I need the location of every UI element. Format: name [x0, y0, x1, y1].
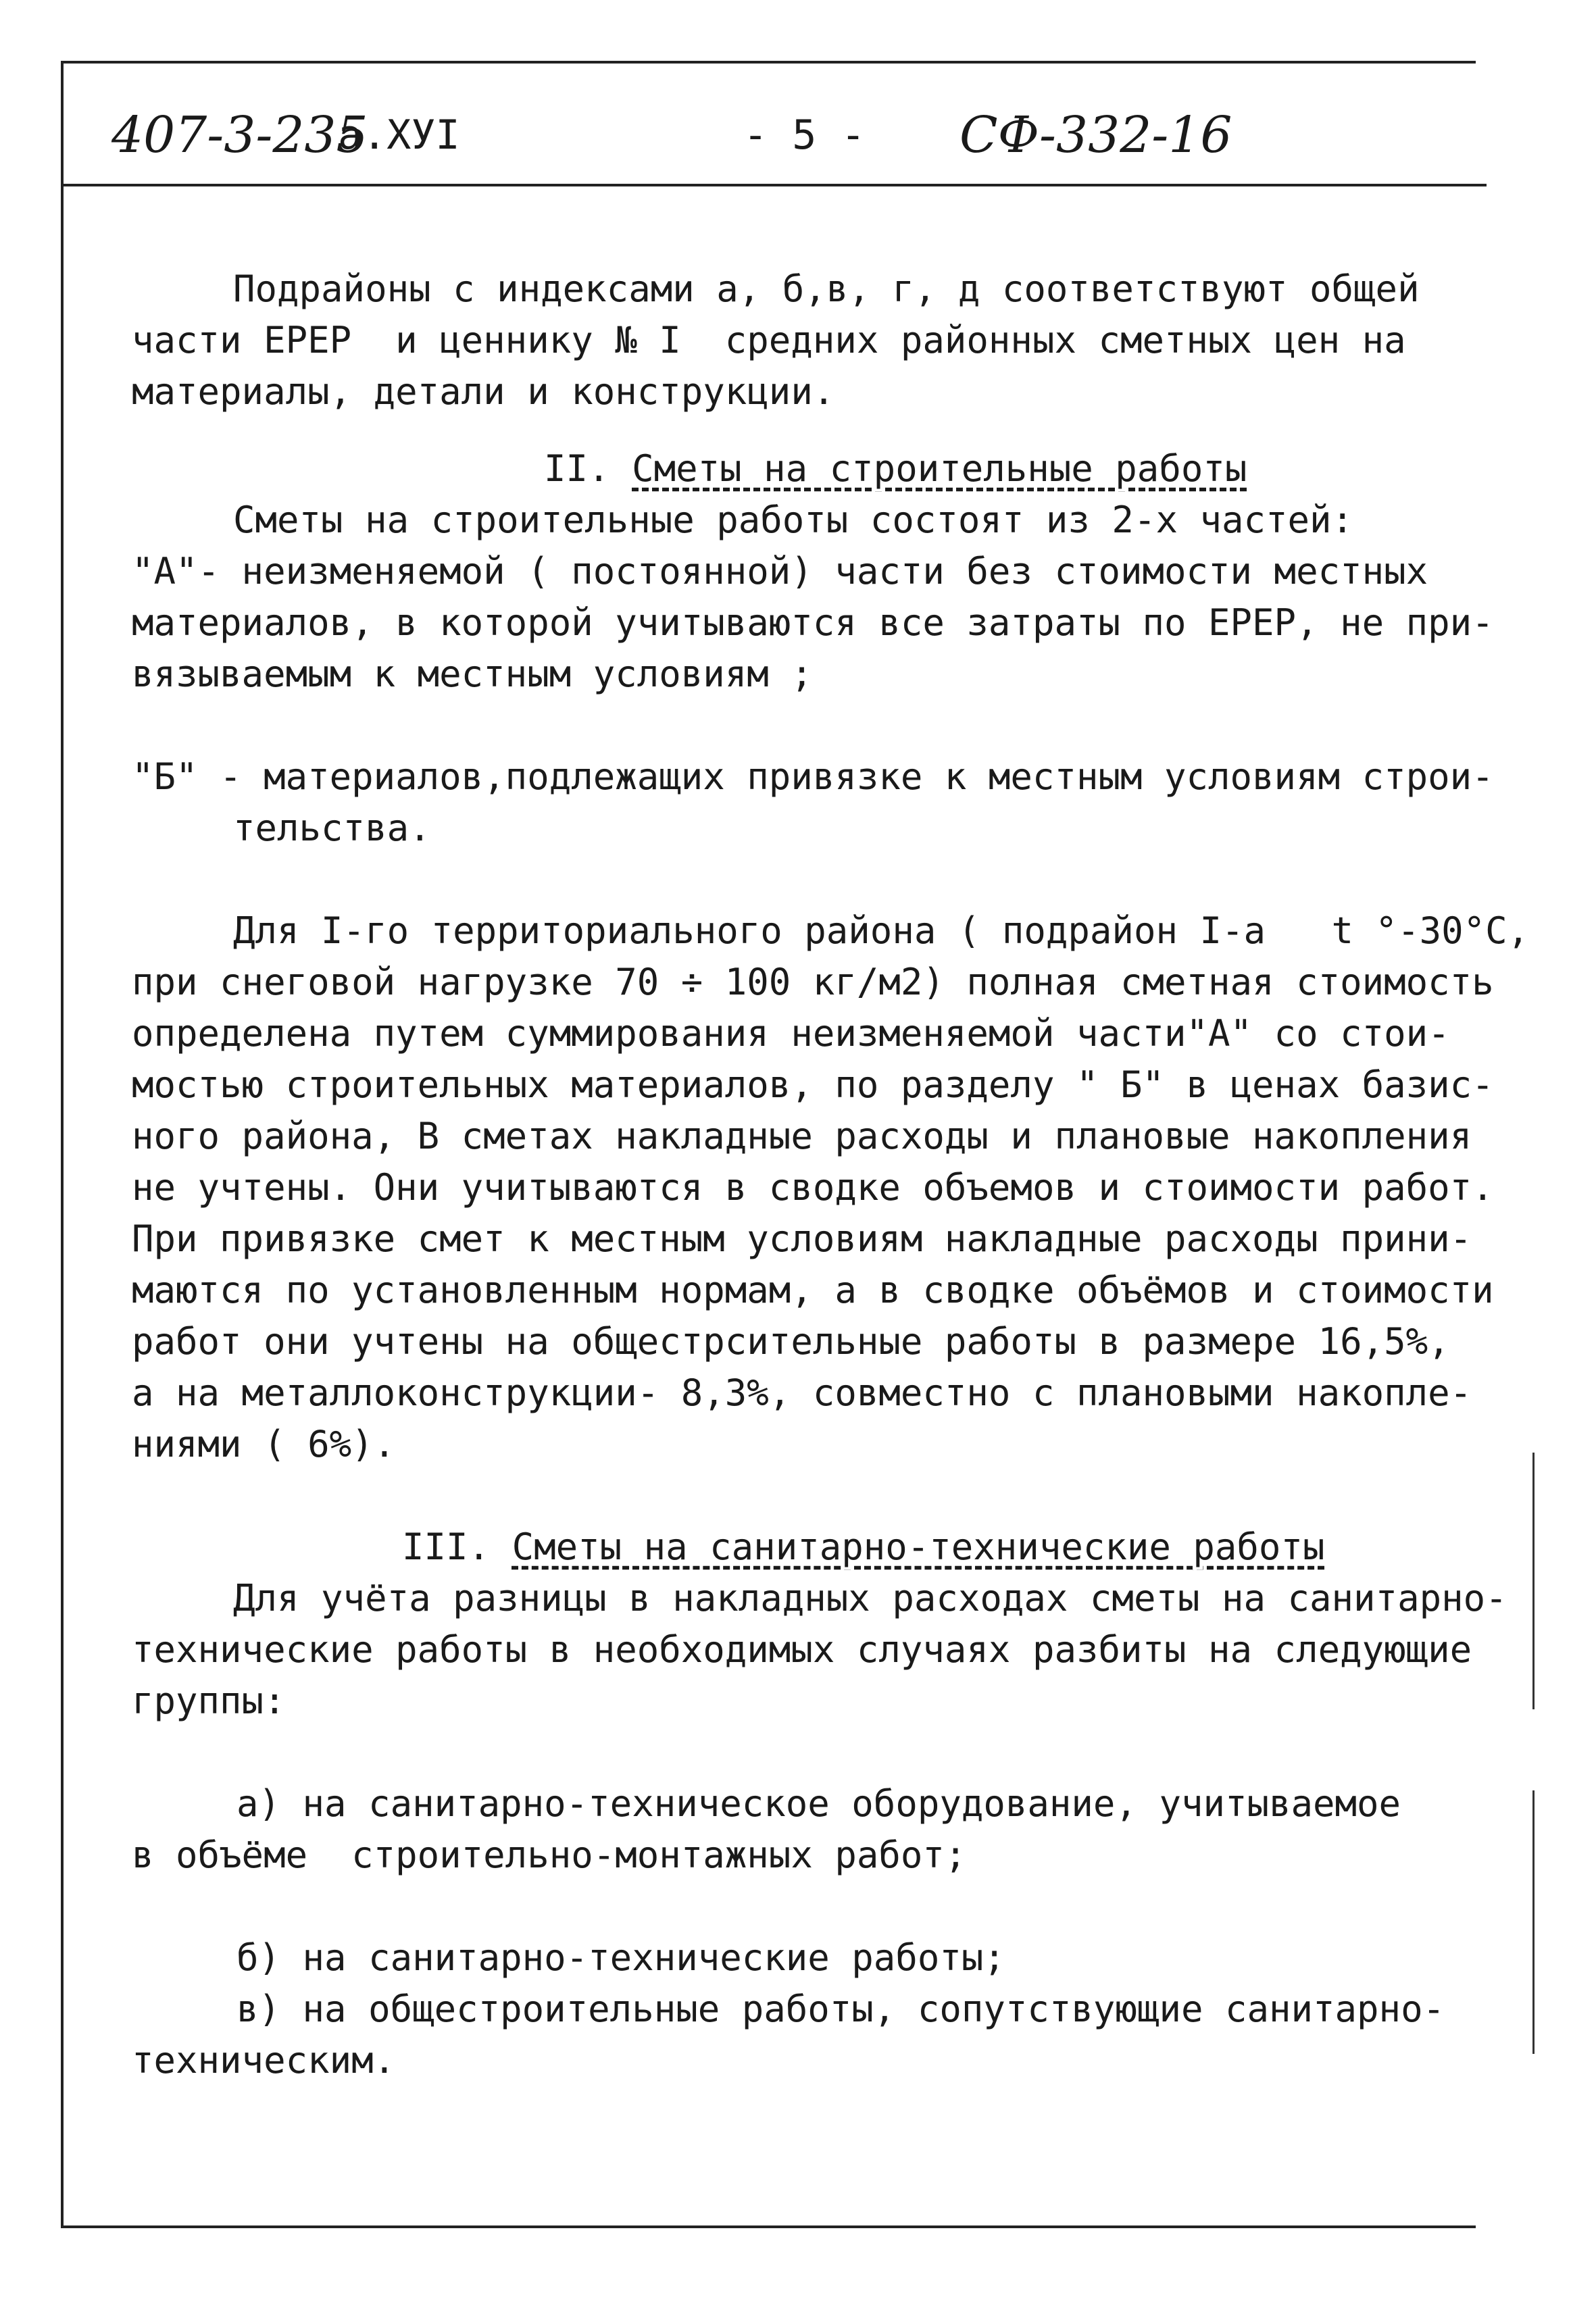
text-line: работ они учтены на общестрсительные работы в размере 16,5%,	[132, 1320, 1450, 1363]
text-line: тельства.	[233, 807, 431, 849]
text-line: При привязке смет к местным условиям накладные расходы прини-	[132, 1217, 1472, 1260]
paragraph-part-b	[132, 751, 1494, 854]
album-number: а.ХУI	[338, 111, 460, 159]
project-code: 407-3-235	[111, 106, 368, 164]
document-body	[132, 263, 1530, 2086]
section-heading-construction	[132, 443, 1476, 495]
text-line: Сметы на строительные работы состоят из 2-х частей:	[233, 499, 1354, 541]
text-line: Для I-го территориального района ( подрайон I-а t °-30°С,	[233, 909, 1530, 952]
section-number: II.	[544, 447, 610, 490]
text-line: ного района, В сметах накладные расходы и плановые накопления	[132, 1115, 1472, 1157]
section-number: III.	[402, 1526, 491, 1568]
text-line: группы:	[132, 1680, 286, 1722]
text-line: в) на общестроительные работы, сопутствующие санитарно-	[236, 1988, 1445, 2030]
text-line: маются по установленным нормам, а в сводке объёмов и стоимости	[132, 1269, 1494, 1311]
margin-mark	[1532, 1790, 1535, 2054]
sheet-code: СФ-332-16	[959, 106, 1232, 164]
text-line: вязываемым к местным условиям ;	[132, 653, 813, 695]
text-line: определена путем суммирования неизменяемой части"А" со стои-	[132, 1012, 1450, 1055]
text-line: б) на санитарно-технические работы;	[236, 1936, 1005, 1979]
text-line: технические работы в необходимых случаях разбиты на следующие	[132, 1628, 1472, 1671]
text-line: части ЕРЕР и ценнику № I средних районных сметных цен на	[132, 319, 1406, 361]
text-line: Подрайоны с индексами а, б,в, г, д соответствуют общей	[233, 268, 1420, 310]
margin-mark	[1532, 1453, 1535, 1709]
header-rule	[61, 184, 1487, 186]
paragraph-estimate-parts	[132, 495, 1494, 700]
text-line: в объёме строительно-монтажных работ;	[132, 1834, 967, 1876]
text-line: ниями ( 6%).	[132, 1423, 396, 1465]
list-item-a	[132, 1778, 1476, 1881]
section-title: Сметы на строительные работы	[632, 447, 1247, 490]
text-line: материалы, детали и конструкции.	[132, 370, 835, 413]
list-item-c	[132, 1984, 1476, 2086]
text-line: материалов, в которой учитываются все затраты по ЕРЕР, не при-	[132, 601, 1494, 644]
paragraph-region-cost	[132, 905, 1530, 1470]
paragraph-sanitary-groups	[132, 1573, 1507, 1727]
text-line: Для учёта разницы в накладных расходах сметы на санитарно-	[233, 1577, 1507, 1619]
text-line: мостью строительных материалов, по разделу " Б" в ценах базис-	[132, 1063, 1494, 1106]
section-heading-sanitary	[132, 1521, 1476, 1573]
text-line: техническим.	[132, 2039, 396, 2082]
paragraph-subregions	[132, 263, 1476, 418]
page-number: - 5 -	[743, 111, 866, 159]
list-item-b	[132, 1932, 1476, 1984]
text-line: не учтены. Они учитываются в сводке объемов и стоимости работ.	[132, 1166, 1494, 1209]
section-title: Сметы на санитарно-технические работы	[512, 1526, 1325, 1568]
text-line: "А"- неизменяемой ( постоянной) части без стоимости местных	[132, 550, 1428, 593]
text-line: а) на санитарно-техническое оборудование, учитываемое	[236, 1782, 1401, 1825]
text-line: "Б" - материалов,подлежащих привязке к местным условиям строи-	[132, 755, 1494, 798]
text-line: а на металлоконструкции- 8,3%, совместно с плановыми накопле-	[132, 1372, 1472, 1414]
text-line: при снеговой нагрузке 70 ÷ 100 кг/м2) полная сметная стоимость	[132, 961, 1494, 1003]
